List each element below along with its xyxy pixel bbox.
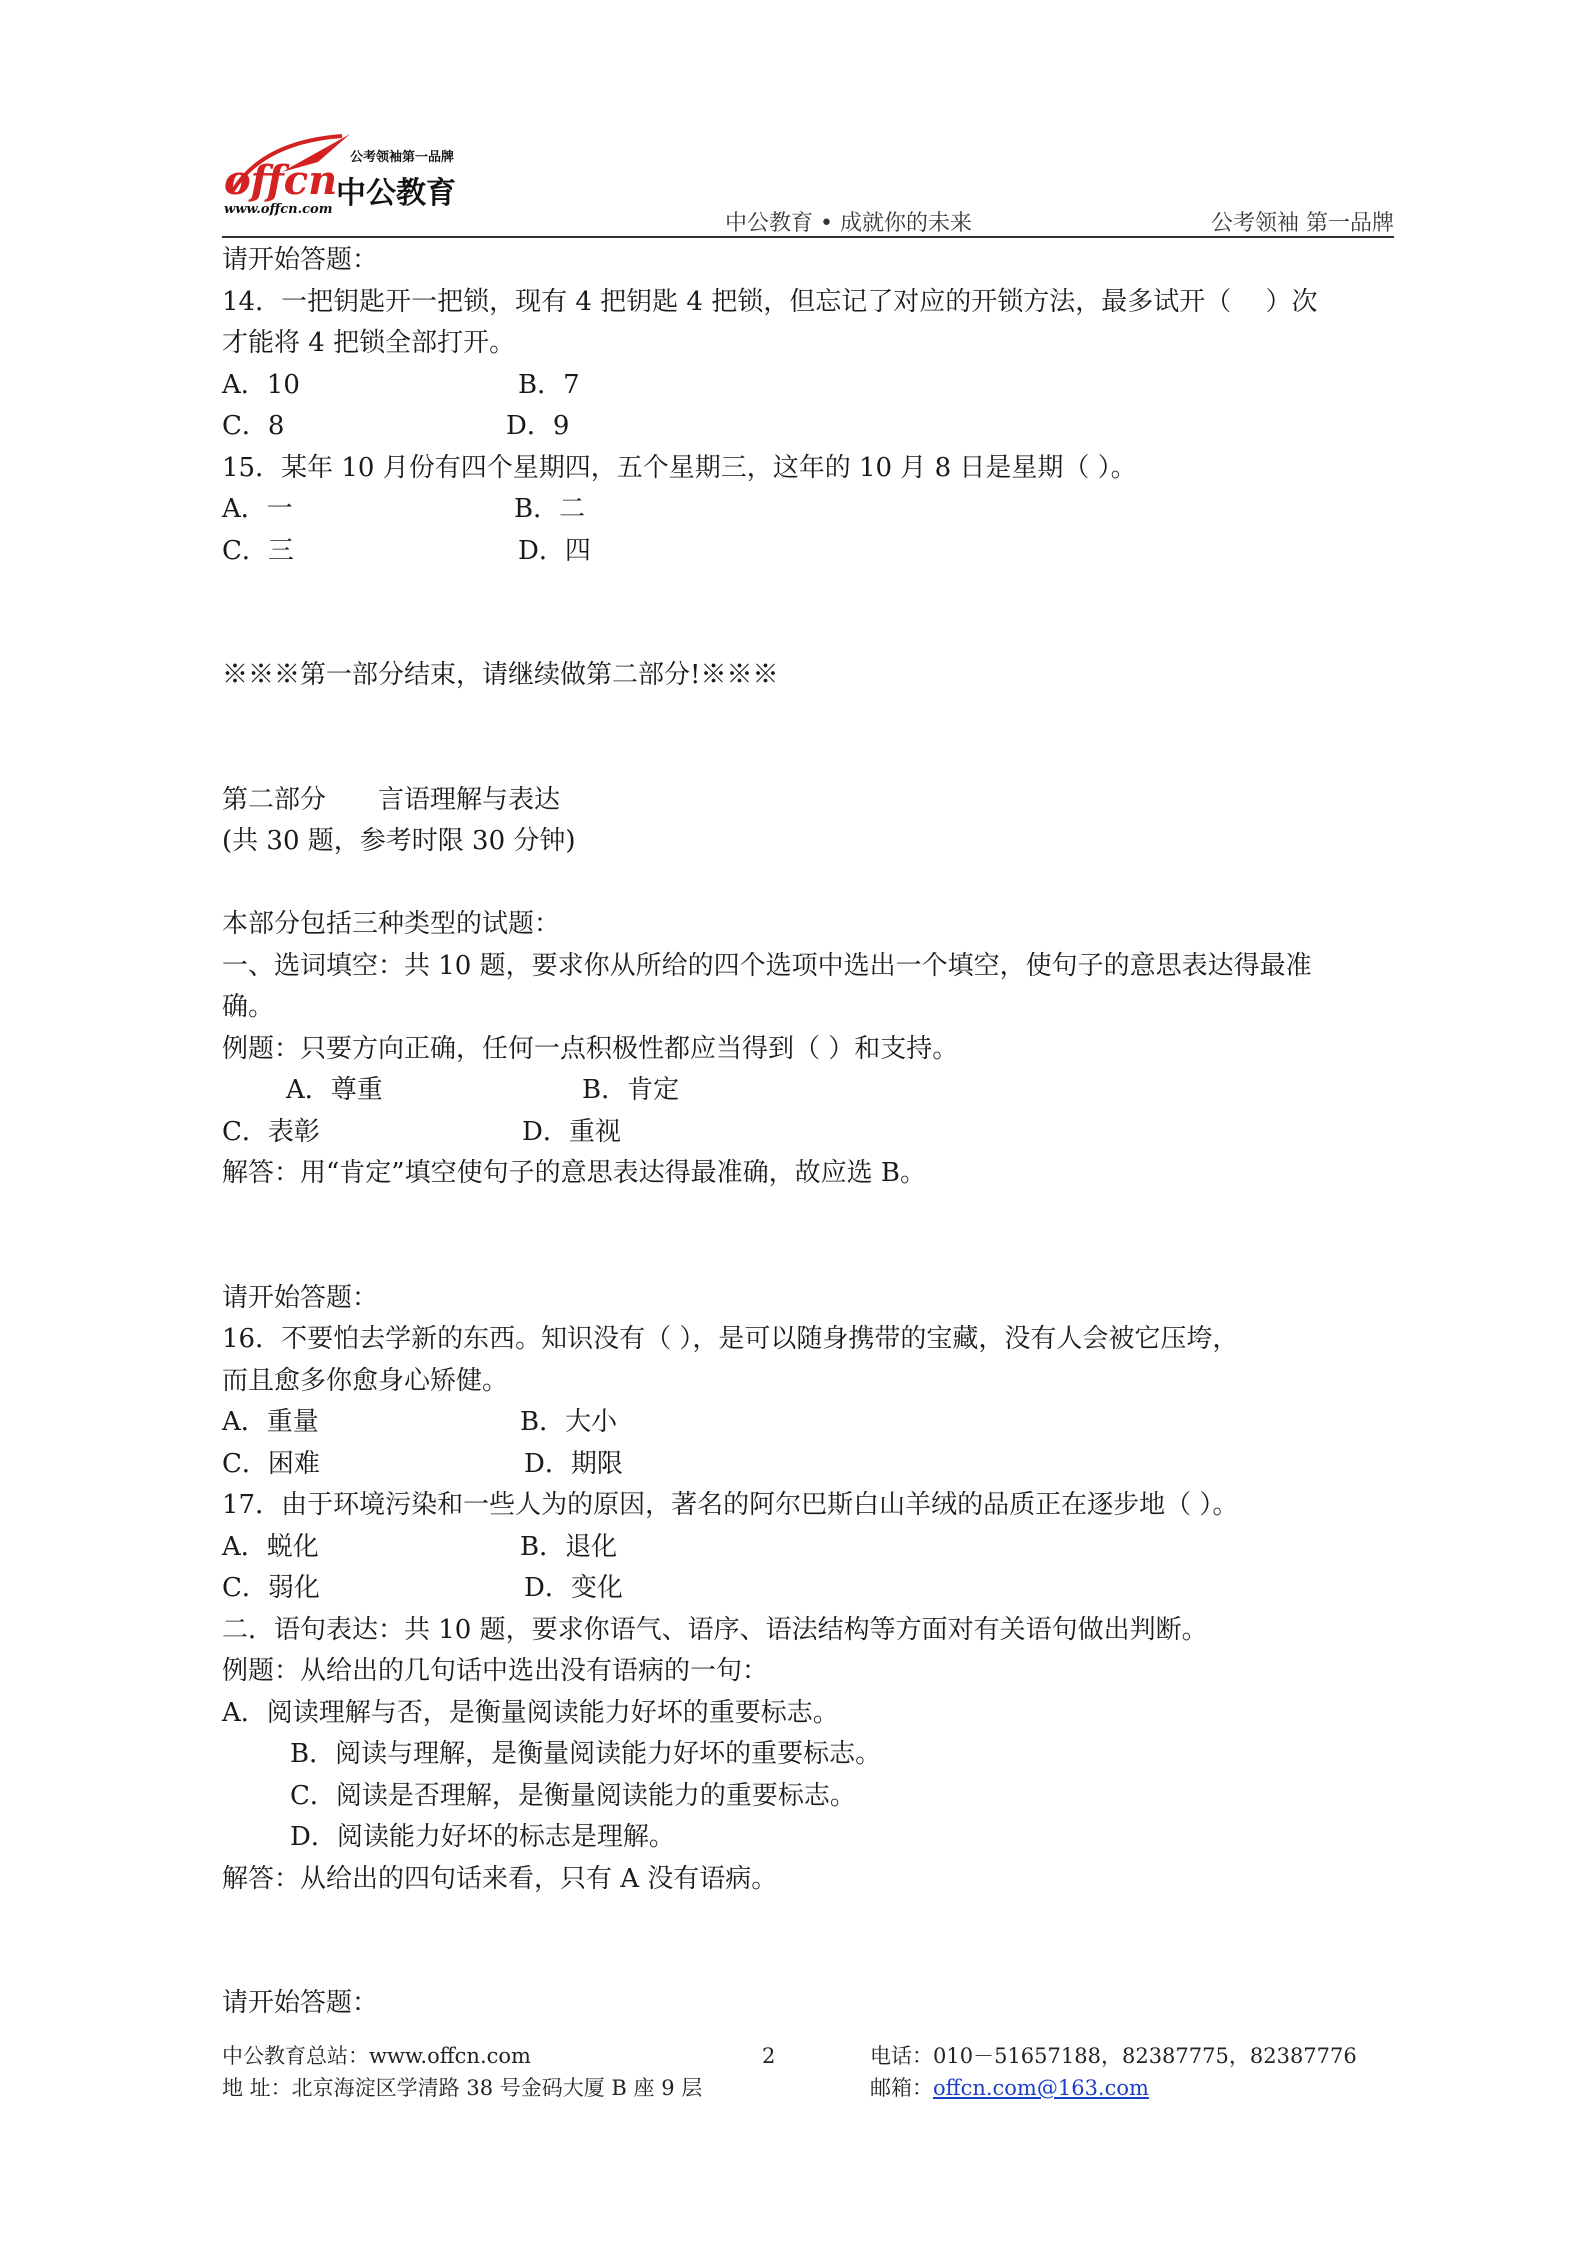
- ex1-option-b: B．肯定: [582, 1075, 680, 1105]
- footer-address: 地 址：北京海淀区学清路 38 号金码大厦 B 座 9 层: [222, 2076, 703, 2100]
- q15-option-a: A．一: [222, 494, 293, 524]
- page-number: 2: [762, 2044, 776, 2068]
- q17-option-b: B．退化: [520, 1531, 618, 1562]
- q16-options-ab: [222, 1402, 1394, 1444]
- q16-option-c: C．困难: [222, 1448, 320, 1479]
- footer-email-label: 邮箱：: [870, 2076, 933, 2100]
- q16-option-d: D．期限: [524, 1448, 623, 1479]
- example-2: 例题：从给出的几句话中选出没有语病的一句：: [222, 1656, 769, 1686]
- question-14-cont: 才能将 4 把锁全部打开。: [222, 328, 516, 358]
- footer-email-link[interactable]: offcn.com@163.com: [933, 2076, 1149, 2100]
- q17-option-a: A．蜕化: [222, 1531, 319, 1562]
- q17-option-c: C．弱化: [222, 1573, 320, 1603]
- example-2-answer: 解答：从给出的四句话来看，只有 A 没有语病。: [222, 1863, 778, 1894]
- logo-slogan: 公考领袖第一品牌: [350, 150, 455, 165]
- part-two-info: (共 30 题，参考时限 30 分钟): [222, 826, 576, 856]
- question-17: 17．由于环境污染和一些人为的原因，著名的阿尔巴斯白山羊绒的品质正在逐步地（ ）。: [222, 1490, 1239, 1520]
- q15-option-c: C．三: [222, 535, 294, 566]
- q17-option-d: D．变化: [524, 1573, 623, 1603]
- question-15: 15．某年 10 月份有四个星期四，五个星期三，这年的 10 月 8 日是星期（ ）。: [222, 452, 1137, 483]
- q16-option-b: B．大小: [520, 1407, 618, 1437]
- footer-phone: 电话：010－51657188，82387775，82387776: [870, 2044, 1357, 2068]
- example-2-option-d: D．阅读能力好坏的标志是理解。: [290, 1822, 675, 1852]
- example-2-option-b: B．阅读与理解，是衡量阅读能力好坏的重要标志。: [290, 1739, 882, 1769]
- logo-wordmark: offcn: [224, 157, 338, 202]
- q14-option-b: B．7: [518, 369, 580, 400]
- example-1-answer: 解答：用“肯定”填空使句子的意思表达得最准确，故应选 B。: [222, 1158, 926, 1188]
- q17-options-ab: [222, 1527, 1394, 1569]
- q15-option-b: B．二: [514, 494, 586, 524]
- prompt-start-2: 请开始答题：: [222, 1282, 379, 1313]
- question-14: 14．一把钥匙开一把锁，现有 4 把钥匙 4 把锁，但忘记了对应的开锁方法，最多试开（ ）次: [222, 286, 1318, 317]
- ex1-option-c: C．表彰: [222, 1116, 320, 1147]
- example-2-option-c: C．阅读是否理解，是衡量阅读能力的重要标志。: [290, 1780, 856, 1811]
- logo-brand: 中公教育: [336, 176, 456, 211]
- logo-url: www.offcn.com: [224, 202, 333, 217]
- header-right-slogan: 公考领袖 第一品牌: [1211, 211, 1394, 236]
- offcn-logo: [222, 132, 482, 224]
- q15-options-ab: [222, 489, 1394, 531]
- example-2-option-a: A．阅读理解与否，是衡量阅读能力好坏的重要标志。: [222, 1697, 839, 1728]
- ex1-options-ab: [222, 1070, 1394, 1112]
- q14-option-c: C．8: [222, 411, 285, 441]
- ex1-options-cd: [222, 1112, 1394, 1154]
- section-one-desc: 一、选词填空：共 10 题，要求你从所给的四个选项中选出一个填空，使句子的意思表达得最准: [222, 950, 1312, 981]
- q15-option-d: D．四: [518, 535, 591, 566]
- page-footer: [222, 2040, 1394, 2104]
- footer-email-block: [870, 2072, 1149, 2104]
- header-tagline: 中公教育 • 成就你的未来: [725, 211, 972, 236]
- part-two-title: 第二部分 言语理解与表达: [222, 784, 561, 815]
- q16-options-cd: [222, 1444, 1394, 1486]
- section-two-desc: 二．语句表达：共 10 题，要求你语气、语序、语法结构等方面对有关语句做出判断。: [222, 1614, 1208, 1645]
- q16-option-a: A．重量: [222, 1407, 319, 1437]
- section-one-desc-cont: 确。: [222, 992, 275, 1022]
- example-1: 例题：只要方向正确，任何一点积极性都应当得到（ ）和支持。: [222, 1033, 959, 1064]
- q14-options-ab: [222, 365, 1394, 407]
- q15-options-cd: [222, 531, 1394, 573]
- question-16: 16．不要怕去学新的东西。知识没有（ ），是可以随身携带的宝藏，没有人会被它压垮，: [222, 1324, 1239, 1354]
- question-16-cont: 而且愈多你愈身心矫健。: [222, 1365, 509, 1396]
- q17-options-cd: [222, 1568, 1394, 1610]
- prompt-start-3: 请开始答题：: [222, 1988, 379, 2018]
- q14-option-a: A．10: [222, 369, 300, 400]
- q14-option-d: D．9: [506, 411, 570, 441]
- part-one-end: ※※※第一部分结束，请继续做第二部分!※※※: [222, 660, 779, 690]
- document-body: [222, 240, 1394, 2025]
- part-intro: 本部分包括三种类型的试题：: [222, 909, 561, 939]
- q14-options-cd: [222, 406, 1394, 448]
- prompt-start: 请开始答题：: [222, 245, 379, 275]
- footer-site: 中公教育总站：www.offcn.com: [222, 2044, 531, 2068]
- ex1-option-a: A．尊重: [286, 1075, 383, 1105]
- header-divider: [222, 236, 1394, 238]
- ex1-option-d: D．重视: [522, 1116, 621, 1147]
